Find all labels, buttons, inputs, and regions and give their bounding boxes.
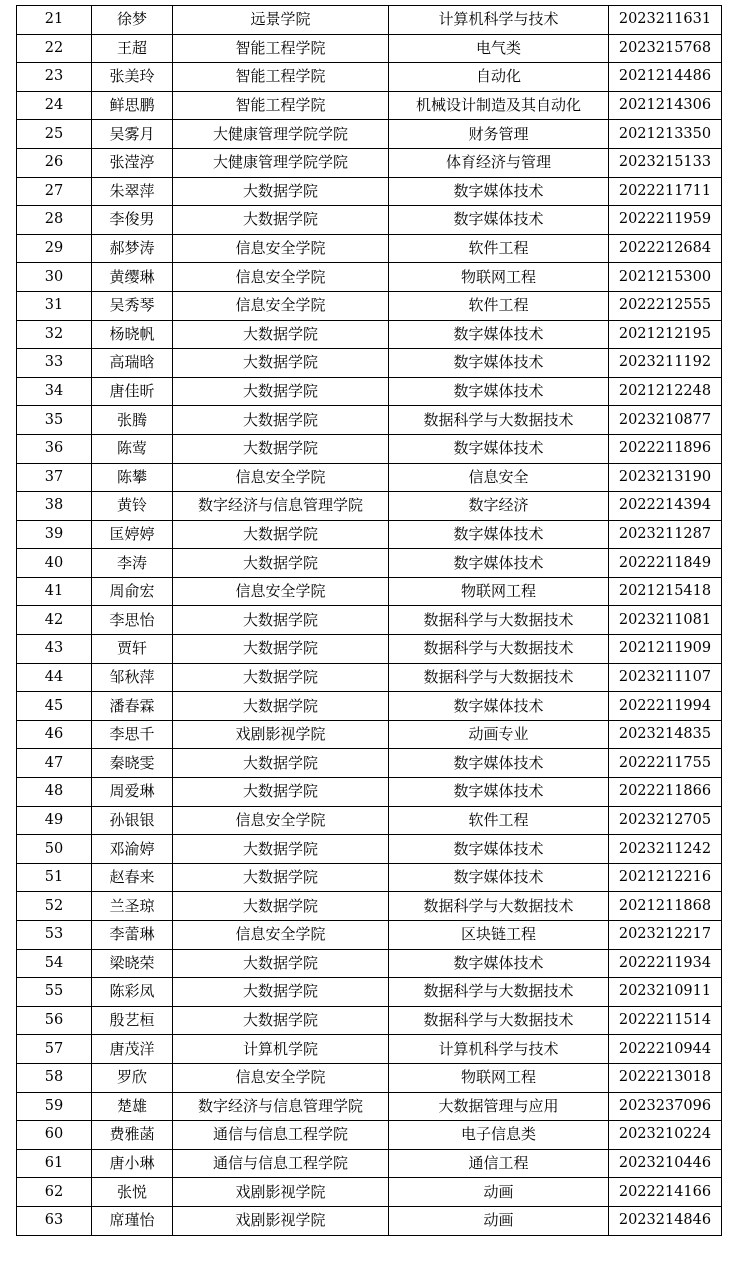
table-row — [17, 1035, 722, 1064]
cell-major: 财务管理 — [389, 120, 609, 149]
table-row — [17, 406, 722, 435]
cell-number: 43 — [17, 635, 92, 664]
cell-college: 智能工程学院 — [173, 91, 389, 120]
cell-college: 智能工程学院 — [173, 34, 389, 63]
cell-number: 52 — [17, 892, 92, 921]
cell-number: 33 — [17, 349, 92, 378]
cell-student-id: 2022210944 — [609, 1035, 722, 1064]
cell-major: 数字媒体技术 — [389, 349, 609, 378]
cell-major: 数字媒体技术 — [389, 177, 609, 206]
cell-name: 李蕾琳 — [92, 921, 173, 950]
cell-college: 智能工程学院 — [173, 63, 389, 92]
cell-name: 周爱琳 — [92, 778, 173, 807]
table-row — [17, 148, 722, 177]
table-row — [17, 663, 722, 692]
cell-number: 23 — [17, 63, 92, 92]
cell-college: 信息安全学院 — [173, 806, 389, 835]
cell-number: 31 — [17, 291, 92, 320]
table-row — [17, 1092, 722, 1121]
cell-college: 大数据学院 — [173, 692, 389, 721]
cell-student-id: 2021213350 — [609, 120, 722, 149]
cell-college: 信息安全学院 — [173, 1063, 389, 1092]
cell-number: 21 — [17, 6, 92, 35]
table-row — [17, 120, 722, 149]
cell-student-id: 2022211711 — [609, 177, 722, 206]
cell-student-id: 2021212195 — [609, 320, 722, 349]
cell-college: 大数据学院 — [173, 377, 389, 406]
cell-major: 通信工程 — [389, 1149, 609, 1178]
cell-number: 57 — [17, 1035, 92, 1064]
cell-name: 贾轩 — [92, 635, 173, 664]
table-row — [17, 577, 722, 606]
table-row — [17, 263, 722, 292]
cell-major: 体育经济与管理 — [389, 148, 609, 177]
student-table-body — [17, 6, 722, 1236]
cell-college: 大数据学院 — [173, 206, 389, 235]
cell-major: 数字经济 — [389, 492, 609, 521]
cell-student-id: 2023210224 — [609, 1121, 722, 1150]
cell-number: 29 — [17, 234, 92, 263]
cell-student-id: 2022211849 — [609, 549, 722, 578]
cell-student-id: 2023210911 — [609, 978, 722, 1007]
cell-major: 计算机科学与技术 — [389, 1035, 609, 1064]
table-row — [17, 434, 722, 463]
cell-student-id: 2022211896 — [609, 434, 722, 463]
cell-name: 席瑾怡 — [92, 1206, 173, 1235]
table-row — [17, 6, 722, 35]
cell-college: 大数据学院 — [173, 778, 389, 807]
cell-student-id: 2023210877 — [609, 406, 722, 435]
cell-major: 数字媒体技术 — [389, 206, 609, 235]
cell-college: 信息安全学院 — [173, 463, 389, 492]
cell-student-id: 2023214835 — [609, 720, 722, 749]
cell-name: 费雅菡 — [92, 1121, 173, 1150]
cell-college: 大数据学院 — [173, 406, 389, 435]
cell-student-id: 2022212684 — [609, 234, 722, 263]
cell-name: 张美玲 — [92, 63, 173, 92]
cell-name: 郝梦涛 — [92, 234, 173, 263]
cell-student-id: 2022211959 — [609, 206, 722, 235]
cell-college: 大数据学院 — [173, 520, 389, 549]
cell-college: 大数据学院 — [173, 434, 389, 463]
cell-major: 数据科学与大数据技术 — [389, 635, 609, 664]
cell-major: 动画专业 — [389, 720, 609, 749]
cell-college: 大数据学院 — [173, 892, 389, 921]
cell-name: 赵春来 — [92, 863, 173, 892]
cell-number: 50 — [17, 835, 92, 864]
cell-student-id: 2022211994 — [609, 692, 722, 721]
table-row — [17, 291, 722, 320]
cell-name: 张悦 — [92, 1178, 173, 1207]
cell-student-id: 2022213018 — [609, 1063, 722, 1092]
cell-major: 物联网工程 — [389, 263, 609, 292]
table-row — [17, 749, 722, 778]
table-row — [17, 635, 722, 664]
table-row — [17, 177, 722, 206]
cell-student-id: 2023211287 — [609, 520, 722, 549]
cell-major: 软件工程 — [389, 291, 609, 320]
table-row — [17, 520, 722, 549]
cell-number: 49 — [17, 806, 92, 835]
cell-student-id: 2023212705 — [609, 806, 722, 835]
cell-name: 吴雾月 — [92, 120, 173, 149]
cell-major: 数字媒体技术 — [389, 863, 609, 892]
cell-name: 邹秋萍 — [92, 663, 173, 692]
cell-student-id: 2023212217 — [609, 921, 722, 950]
cell-name: 王超 — [92, 34, 173, 63]
table-row — [17, 349, 722, 378]
cell-college: 大数据学院 — [173, 606, 389, 635]
cell-name: 李俊男 — [92, 206, 173, 235]
cell-number: 25 — [17, 120, 92, 149]
cell-number: 34 — [17, 377, 92, 406]
table-row — [17, 463, 722, 492]
table-row — [17, 1006, 722, 1035]
cell-major: 物联网工程 — [389, 1063, 609, 1092]
table-row — [17, 320, 722, 349]
cell-student-id: 2021214306 — [609, 91, 722, 120]
table-row — [17, 835, 722, 864]
cell-number: 48 — [17, 778, 92, 807]
cell-name: 周俞宏 — [92, 577, 173, 606]
cell-college: 远景学院 — [173, 6, 389, 35]
cell-name: 吴秀琴 — [92, 291, 173, 320]
cell-college: 大数据学院 — [173, 949, 389, 978]
cell-number: 58 — [17, 1063, 92, 1092]
cell-student-id: 2022211514 — [609, 1006, 722, 1035]
cell-number: 51 — [17, 863, 92, 892]
cell-name: 鲜思鹏 — [92, 91, 173, 120]
table-row — [17, 921, 722, 950]
cell-number: 54 — [17, 949, 92, 978]
cell-major: 软件工程 — [389, 806, 609, 835]
cell-student-id: 2021211868 — [609, 892, 722, 921]
cell-college: 大数据学院 — [173, 177, 389, 206]
cell-number: 26 — [17, 148, 92, 177]
cell-name: 唐小琳 — [92, 1149, 173, 1178]
cell-name: 匡婷婷 — [92, 520, 173, 549]
cell-major: 数据科学与大数据技术 — [389, 663, 609, 692]
cell-college: 大数据学院 — [173, 635, 389, 664]
cell-name: 陈莺 — [92, 434, 173, 463]
cell-name: 陈攀 — [92, 463, 173, 492]
cell-name: 徐梦 — [92, 6, 173, 35]
cell-name: 秦晓雯 — [92, 749, 173, 778]
table-row — [17, 720, 722, 749]
cell-student-id: 2022214394 — [609, 492, 722, 521]
cell-student-id: 2022212555 — [609, 291, 722, 320]
cell-major: 数字媒体技术 — [389, 749, 609, 778]
cell-number: 53 — [17, 921, 92, 950]
cell-major: 大数据管理与应用 — [389, 1092, 609, 1121]
cell-student-id: 2021215300 — [609, 263, 722, 292]
cell-student-id: 2023211631 — [609, 6, 722, 35]
cell-number: 55 — [17, 978, 92, 1007]
table-row — [17, 892, 722, 921]
cell-student-id: 2023237096 — [609, 1092, 722, 1121]
cell-number: 38 — [17, 492, 92, 521]
cell-major: 数字媒体技术 — [389, 692, 609, 721]
table-row — [17, 949, 722, 978]
cell-college: 大数据学院 — [173, 749, 389, 778]
cell-student-id: 2021211909 — [609, 635, 722, 664]
cell-number: 35 — [17, 406, 92, 435]
cell-college: 戏剧影视学院 — [173, 720, 389, 749]
cell-major: 数字媒体技术 — [389, 377, 609, 406]
cell-college: 大数据学院 — [173, 863, 389, 892]
cell-major: 信息安全 — [389, 463, 609, 492]
cell-college: 大数据学院 — [173, 1006, 389, 1035]
cell-name: 李涛 — [92, 549, 173, 578]
cell-college: 数字经济与信息管理学院 — [173, 492, 389, 521]
cell-number: 56 — [17, 1006, 92, 1035]
cell-student-id: 2023215768 — [609, 34, 722, 63]
cell-college: 大数据学院 — [173, 835, 389, 864]
table-row — [17, 91, 722, 120]
cell-number: 42 — [17, 606, 92, 635]
cell-student-id: 2022211755 — [609, 749, 722, 778]
cell-name: 潘春霖 — [92, 692, 173, 721]
table-row — [17, 1121, 722, 1150]
cell-college: 信息安全学院 — [173, 577, 389, 606]
cell-major: 数据科学与大数据技术 — [389, 978, 609, 1007]
table-row — [17, 377, 722, 406]
cell-number: 36 — [17, 434, 92, 463]
table-row — [17, 1063, 722, 1092]
cell-major: 机械设计制造及其自动化 — [389, 91, 609, 120]
cell-college: 大数据学院 — [173, 663, 389, 692]
cell-number: 32 — [17, 320, 92, 349]
cell-major: 区块链工程 — [389, 921, 609, 950]
cell-number: 62 — [17, 1178, 92, 1207]
cell-number: 40 — [17, 549, 92, 578]
cell-name: 杨晓帆 — [92, 320, 173, 349]
cell-college: 计算机学院 — [173, 1035, 389, 1064]
table-row — [17, 34, 722, 63]
cell-major: 数字媒体技术 — [389, 320, 609, 349]
cell-college: 数字经济与信息管理学院 — [173, 1092, 389, 1121]
cell-major: 电子信息类 — [389, 1121, 609, 1150]
cell-college: 大数据学院 — [173, 549, 389, 578]
table-row — [17, 234, 722, 263]
cell-name: 唐茂洋 — [92, 1035, 173, 1064]
cell-major: 数字媒体技术 — [389, 949, 609, 978]
cell-name: 张滢渟 — [92, 148, 173, 177]
cell-name: 孙银银 — [92, 806, 173, 835]
cell-college: 信息安全学院 — [173, 921, 389, 950]
cell-name: 高瑞晗 — [92, 349, 173, 378]
cell-name: 黄缨琳 — [92, 263, 173, 292]
table-row — [17, 692, 722, 721]
cell-college: 通信与信息工程学院 — [173, 1121, 389, 1150]
cell-major: 动画 — [389, 1178, 609, 1207]
table-row — [17, 549, 722, 578]
cell-major: 数字媒体技术 — [389, 520, 609, 549]
cell-student-id: 2022211934 — [609, 949, 722, 978]
cell-number: 59 — [17, 1092, 92, 1121]
cell-major: 数字媒体技术 — [389, 778, 609, 807]
cell-major: 数据科学与大数据技术 — [389, 892, 609, 921]
cell-name: 梁晓荣 — [92, 949, 173, 978]
cell-college: 大数据学院 — [173, 978, 389, 1007]
cell-student-id: 2022214166 — [609, 1178, 722, 1207]
cell-number: 22 — [17, 34, 92, 63]
cell-name: 邓渝婷 — [92, 835, 173, 864]
table-row — [17, 1206, 722, 1235]
cell-major: 数字媒体技术 — [389, 549, 609, 578]
cell-name: 张腾 — [92, 406, 173, 435]
cell-college: 信息安全学院 — [173, 234, 389, 263]
cell-student-id: 2023210446 — [609, 1149, 722, 1178]
cell-college: 戏剧影视学院 — [173, 1178, 389, 1207]
cell-major: 数字媒体技术 — [389, 835, 609, 864]
cell-student-id: 2021214486 — [609, 63, 722, 92]
cell-college: 大健康管理学院学院 — [173, 148, 389, 177]
cell-student-id: 2023211192 — [609, 349, 722, 378]
cell-name: 陈彩凤 — [92, 978, 173, 1007]
cell-student-id: 2023213190 — [609, 463, 722, 492]
cell-major: 数据科学与大数据技术 — [389, 606, 609, 635]
cell-name: 李思千 — [92, 720, 173, 749]
student-list-sheet — [16, 5, 721, 1236]
cell-major: 物联网工程 — [389, 577, 609, 606]
cell-number: 46 — [17, 720, 92, 749]
cell-name: 唐佳昕 — [92, 377, 173, 406]
cell-name: 黄铃 — [92, 492, 173, 521]
cell-college: 大数据学院 — [173, 349, 389, 378]
cell-name: 李思怡 — [92, 606, 173, 635]
cell-number: 45 — [17, 692, 92, 721]
cell-student-id: 2023211107 — [609, 663, 722, 692]
table-row — [17, 492, 722, 521]
cell-student-id: 2023215133 — [609, 148, 722, 177]
cell-number: 60 — [17, 1121, 92, 1150]
cell-major: 自动化 — [389, 63, 609, 92]
cell-student-id: 2023211081 — [609, 606, 722, 635]
cell-college: 戏剧影视学院 — [173, 1206, 389, 1235]
cell-major: 电气类 — [389, 34, 609, 63]
cell-name: 殷艺桓 — [92, 1006, 173, 1035]
table-row — [17, 606, 722, 635]
cell-major: 数字媒体技术 — [389, 434, 609, 463]
cell-number: 27 — [17, 177, 92, 206]
cell-student-id: 2021215418 — [609, 577, 722, 606]
table-row — [17, 806, 722, 835]
cell-number: 61 — [17, 1149, 92, 1178]
cell-college: 大健康管理学院学院 — [173, 120, 389, 149]
cell-college: 信息安全学院 — [173, 263, 389, 292]
cell-name: 楚雄 — [92, 1092, 173, 1121]
table-row — [17, 1149, 722, 1178]
table-row — [17, 1178, 722, 1207]
table-row — [17, 778, 722, 807]
cell-number: 24 — [17, 91, 92, 120]
cell-major: 数据科学与大数据技术 — [389, 406, 609, 435]
table-row — [17, 206, 722, 235]
table-row — [17, 63, 722, 92]
cell-number: 63 — [17, 1206, 92, 1235]
cell-name: 朱翠萍 — [92, 177, 173, 206]
cell-name: 罗欣 — [92, 1063, 173, 1092]
cell-major: 软件工程 — [389, 234, 609, 263]
cell-number: 37 — [17, 463, 92, 492]
cell-number: 44 — [17, 663, 92, 692]
cell-student-id: 2021212216 — [609, 863, 722, 892]
cell-major: 数据科学与大数据技术 — [389, 1006, 609, 1035]
cell-number: 47 — [17, 749, 92, 778]
cell-major: 计算机科学与技术 — [389, 6, 609, 35]
cell-college: 信息安全学院 — [173, 291, 389, 320]
cell-college: 大数据学院 — [173, 320, 389, 349]
cell-name: 兰圣琼 — [92, 892, 173, 921]
cell-student-id: 2022211866 — [609, 778, 722, 807]
cell-college: 通信与信息工程学院 — [173, 1149, 389, 1178]
cell-number: 30 — [17, 263, 92, 292]
cell-student-id: 2023211242 — [609, 835, 722, 864]
student-table — [16, 5, 722, 1236]
table-row — [17, 978, 722, 1007]
table-row — [17, 863, 722, 892]
cell-student-id: 2021212248 — [609, 377, 722, 406]
cell-number: 39 — [17, 520, 92, 549]
cell-number: 41 — [17, 577, 92, 606]
cell-major: 动画 — [389, 1206, 609, 1235]
cell-student-id: 2023214846 — [609, 1206, 722, 1235]
cell-number: 28 — [17, 206, 92, 235]
